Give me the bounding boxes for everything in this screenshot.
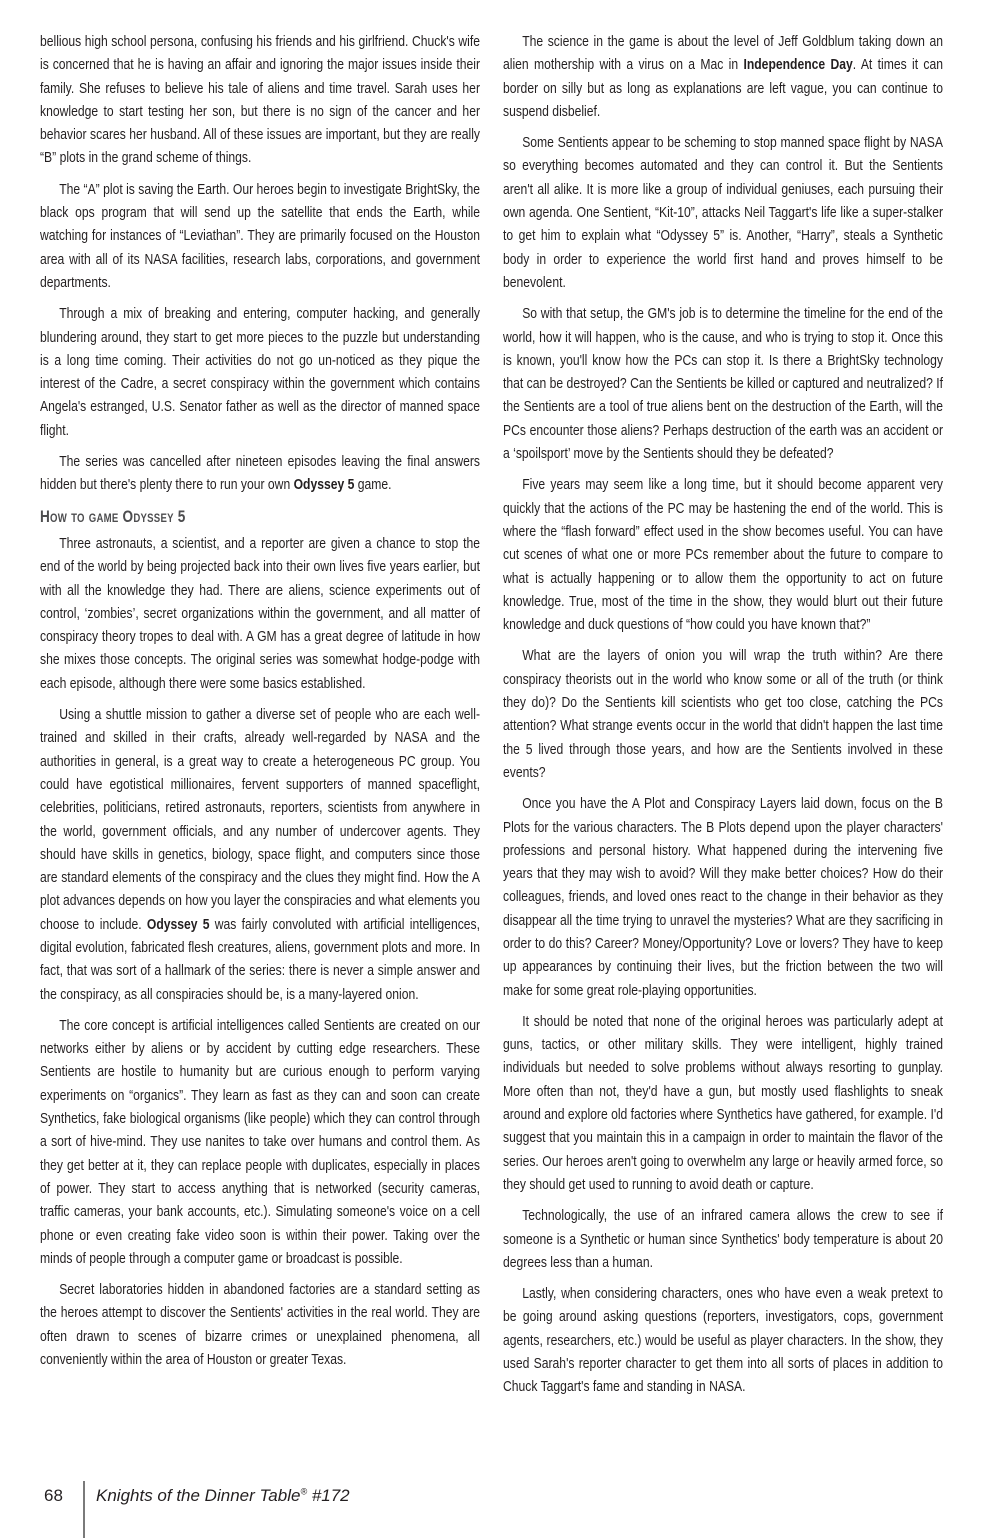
running-footer [96,1486,350,1506]
paragraph: So with that setup, the GM's job is to determine the timeline for the end of the world, how it will happen, who is the cause, and who is trying to stop it. Once this is known, you'll know how the PCs can stop it. Is there a BrightSky technology that can be destroyed? Can the Sentients be killed or captured and neutralized? If the Sentients are a tool of true aliens bent on the destruction of the Earth, will the PCs encounter those aliens? Perhaps destruction of the earth was an accident or a ‘spoilsport’ move by the Sentients should they be defeated? [503,305,943,463]
paragraph [40,450,480,497]
title-emphasis: Independence Day [743,56,853,74]
publication-title: Knights of the Dinner Table [96,1486,301,1505]
section-heading: How to game Odyssey 5 [40,506,186,526]
paragraph: The “A” plot is saving the Earth. Our heroes begin to investigate BrightSky, the black ops program that will send up the satellite that ends the Earth, while watching for instances of “Leviathan”. They are primarily focused on the Houston area with all of its NASA facilities, research labs, corporations, and government departments. [40,180,480,291]
page-number: 68 [44,1486,63,1505]
paragraph: It should be noted that none of the original heroes was particularly adept at guns, tactics, or other military skills. They were intelligent, highly trained individuals but needed to solve problems without always resorting to gunplay. More often than not, they'd have a gun, but mostly used flashlights to sneak around and explore old factories where Synthetics have gathered, for example. I'd suggest that you maintain this in a campaign in order to maintain the flavor of the series. Our heroes aren't going to overwhelm any large or heavily armed force, so they should get used to running to avoid death or capture. [503,1012,943,1193]
text: The series was cancelled after nineteen episodes leaving the final answers hidden but there's plenty there to run your own [40,453,480,494]
paragraph [503,30,943,123]
title-emphasis: Odyssey 5 [146,915,210,933]
left-column [40,30,480,1379]
paragraph: Lastly, when considering characters, ones who have even a weak pretext to be going around asking questions (reporters, investigators, cops, government agents, researchers, etc.) would be useful as player characters. In the show, they used Sarah's reporter character to get them into all sorts of places in addition to Chuck Taggart's fame and standing in NASA. [503,1285,943,1396]
paragraph: The core concept is artificial intelligences called Sentients are created on our networks either by aliens or by accident by cutting edge researchers. These Sentients are hostile to humanity but are curious enough to perform varying experiments on “organics”. They learn as fast as they can and soon can create Synthetics, fake biological organisms (like people) which they can control through a sort of hive-mind. They use nanites to take over humans and control them. As they get better at it, they can replace people with duplicates, especially in places of power. They start to access anything that is networked (security cameras, traffic cameras, your bank accounts, etc.). Simulating someone's voice on a cell phone or even creating fake video soon is within their power. Taking over the minds of people through a computer game or broadcast is possible. [40,1016,480,1267]
right-column [503,30,943,1407]
issue-number: #172 [307,1486,350,1505]
registered-mark: ® [300,1486,308,1497]
text: was fairly convoluted with artificial intelligences, digital evolution, fabricated flesh creatures, aliens, government plots and more. In fact, that was sort of a hallmark of the series: there is never a simple answer and the conspiracy, as all conspiracies should be, is a many-layered onion. [40,915,480,1003]
paragraph [40,703,480,1006]
footer-divider [83,1481,85,1538]
paragraph: Technologically, the use of an infrared camera allows the crew to see if someone is a Synthetic or human since Synthetics' body temperature is about 20 degrees less than a human. [503,1207,943,1271]
paragraph: What are the layers of onion you will wrap the truth within? Are there conspiracy theorists out in the world who know some or all of the truth (or think they do)? Do the Sentients kill scientists who get too close, catching the PCs attention? What strange events occur in the world that didn't happen the last time the 5 lived through those years, and how are the Sentients involved in these events? [503,647,943,781]
text: game. [354,476,392,494]
paragraph: Through a mix of breaking and entering, computer hacking, and generally blundering around, they start to get more pieces to the puzzle but understanding is a long time coming. Their activities do not go un-noticed as they pique the interest of the Cadre, a secret conspiracy within the government which contains Angela's estranged, U.S. Senator father as well as the director of manned space flight. [40,305,480,439]
paragraph: Secret laboratories hidden in abandoned factories are a standard setting as the heroes attempt to discover the Sentients' activities in the real world. They are often drawn to scenes of bizarre crimes or unexplained phenomena, all conveniently within the area of Houston or greater Texas. [40,1281,480,1369]
text: . At times it can border on silly but as long as explanations are left vague, you can continue to suspend disbelief. [503,56,943,120]
paragraph: Some Sentients appear to be scheming to stop manned space flight by NASA so everything becomes automated and they can control it. But the Sentients aren't all alike. It is more like a group of individual geniuses, each pursuing their own agenda. One Sentient, “Kit-10”, attacks Neil Taggart's life like a super-stalker to get him to explain what “Odyssey 5” is. Another, “Harry”, steals a Synthetic body in order to experience the world first hand and proves himself to be benevolent. [503,134,943,291]
paragraph: Once you have the A Plot and Conspiracy Layers laid down, focus on the B Plots for the various characters. The B Plots depend upon the player characters' professions and personal history. What happened during the intervening five years that they may wish to avoid? Will they make better choices? How do their colleagues, friends, and loved ones react to the change in their behavior as they disappear all the time trying to unravel the mysteries? What are they sacrificing in order to do this? Career? Money/Opportunity? Love or lovers? They have to keep up appearances by continuing their lives, but the friction between the two will make for some great role-playing opportunities. [503,795,943,999]
text: The science in the game is about the level of Jeff Goldblum taking down an alien mothership with a virus on a Mac in [503,33,943,74]
paragraph: Five years may seem like a long time, but it should become apparent very quickly that the actions of the PC may be hastening the end of the world. This is where the “flash forward” effect used in the show becomes useful. You can have cut scenes of what one or more PCs remember about the future to compare to what is actually happening or to allow them the opportunity to act on future knowledge. True, most of the time in the show, they would blurt out their future knowledge and duck questions of “how could you have known that?” [503,476,943,634]
text: Using a shuttle mission to gather a diverse set of people who are each well-trained and skilled in their crafts, already well-regarded by NASA and the authorities in general, is a great way to create a heterogeneous PC group. You could have egotistical millionaires, fervent supporters of manned spaceflight, celebrities, politicians, retired astronauts, reporters, scientists from anywhere in the world, government officials, and any number of undercover agents. They should have skills in genetics, biology, space flight, and computers since those are standard elements of the conspiracy and the clues they might find. How the A plot advances depends on how you layer the conspiracies and what elements you choose to include. [40,706,480,933]
paragraph: Three astronauts, a scientist, and a reporter are given a chance to stop the end of the world by being projected back into their own lives five years earlier, but with all the knowledge they had. There are aliens, science experiments out of control, ‘zombies’, secret organizations within the government, and all matter of conspiracy theory tropes to deal with. A GM has a great degree of latitude in how she mixes those concepts. The original series was somewhat hodge-podge with each episode, although there were some basics established. [40,534,480,692]
paragraph: bellious high school persona, confusing his friends and his girlfriend. Chuck's wife is concerned that he is having an affair and ignoring the major issues inside their family. She refuses to believe his tale of aliens and time travel. Sarah uses her knowledge to start testing her son, but there is no sign of the cancer and her behavior scares her husband. All of these issues are important, but they are really “B” plots in the grand scheme of things. [40,33,480,167]
title-emphasis: Odyssey 5 [293,476,355,494]
